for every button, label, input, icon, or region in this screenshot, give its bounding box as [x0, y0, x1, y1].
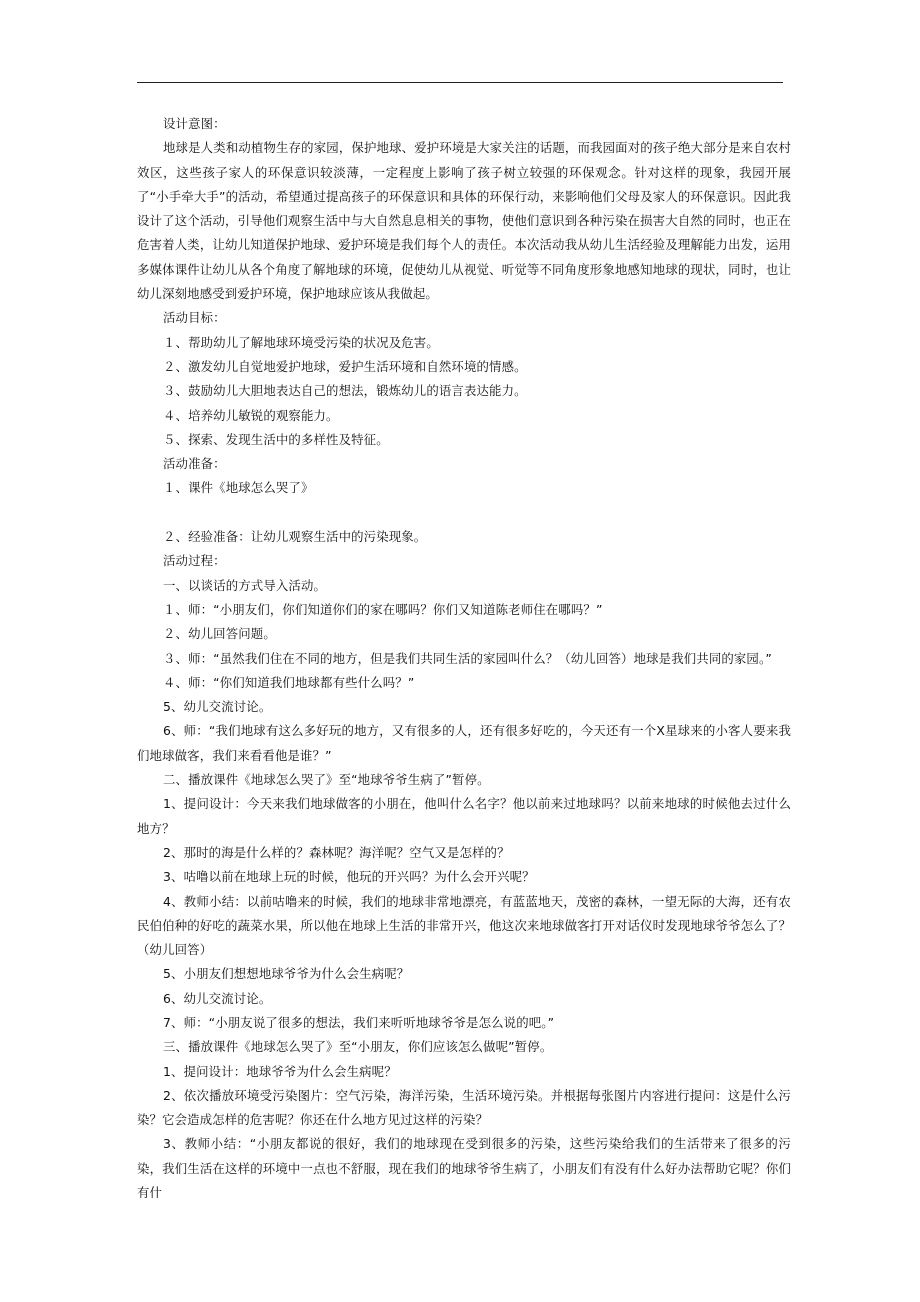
process-item: ４、师：“你们知道我们地球都有些什么吗？” — [163, 674, 415, 690]
goal-item: １、帮助幼儿了解地球环境受污染的状况及危害。 — [163, 334, 439, 350]
process-item: 6、师：“我们地球有这么多好玩的地方，又有很多的人，还有很多好吃的，今天还有一个X星球来的小客人要来我们地球做客，我们来看看他是谁？” — [137, 723, 791, 763]
paragraph-design-intent: 地球是人类和动植物生存的家园，保护地球、爱护环境是大家关注的话题，而我园面对的孩子绝大部分是来自农村效区，这些孩子家人的环保意识较淡薄，一定程度上影响了孩子树立较强的环保观念。针对这样的现象，我园开展了“小手牵大手”的活动，希望通过提高孩子的环保意识和具体的环保行动，来影响他们父母及家人的环保意识。因此我设计了这个活动，引导他们观察生活中与大自然息息相关的事物，使他们意识到各种污染在损害大自然的同时，也正在危害着人类，让幼儿知道保护地球、爱护环境是我们每个人的责任。本次活动我从幼儿生活经验及理解能力出发，运用多媒体课件让幼儿从各个角度了解地球的环境，促使幼儿从视觉、听觉等不同角度形象地感知地球的现状，同时，也让幼儿深刻地感受到爱护环境，保护地球应该从我做起。 — [137, 140, 791, 302]
process-item: 2、那时的海是什么样的？森林呢？海洋呢？空气又是怎样的？ — [163, 844, 510, 860]
section-heading: 三、播放课件《地球怎么哭了》至“小朋友，你们应该怎么做呢”暂停。 — [163, 1039, 553, 1055]
blank-line — [137, 501, 791, 525]
process-item: ２、幼儿回答问题。 — [163, 626, 276, 642]
process-item: 3、咕噜以前在地球上玩的时候，他玩的开兴吗？为什么会开兴呢？ — [163, 869, 535, 885]
process-item: １、师：“小朋友们，你们知道你们的家在哪吗？你们又知道陈老师住在哪吗？” — [163, 601, 603, 617]
process-item: 5、小朋友们想想地球爷爷为什么会生病呢？ — [163, 966, 410, 982]
goal-item: ３、鼓励幼儿大胆地表达自己的想法，锻炼幼儿的语言表达能力。 — [163, 383, 527, 399]
header-rule — [137, 82, 783, 83]
process-item: 3、教师小结：“小朋友都说的很好，我们的地球现在受到很多的污染，这些污染给我们的生活带来了很多的污染，我们生活在这样的环境中一点也不舒服，现在我们的地球爷爷生病了，小朋友们有没有什么好办法帮助它呢？你们有什 — [137, 1136, 791, 1201]
goal-item: ２、激发幼儿自觉地爱护地球，爱护生活环境和自然环境的情感。 — [163, 358, 527, 374]
process-item: ３、师：“虽然我们住在不同的地方，但是我们共同生活的家园叫什么？（幼儿回答）地球是我们共同的家园。” — [163, 650, 772, 666]
section-heading: 一、以谈话的方式导入活动。 — [163, 577, 327, 593]
goal-item: ４、培养幼儿敏锐的观察能力。 — [163, 407, 339, 423]
heading-process: 活动过程： — [163, 553, 226, 569]
heading-goals: 活动目标： — [163, 310, 226, 326]
process-item: 6、幼儿交流讨论。 — [163, 990, 272, 1006]
goal-item: ５、探索、发现生活中的多样性及特征。 — [163, 431, 389, 447]
section-heading: 二、播放课件《地球怎么哭了》至“地球爷爷生病了”暂停。 — [163, 772, 490, 788]
process-item: 1、提问设计：地球爷爷为什么会生病呢？ — [163, 1063, 397, 1079]
heading-preparation: 活动准备： — [163, 456, 226, 472]
process-item: 1、提问设计：今天来我们地球做客的小朋在，他叫什么名字？他以前来过地球吗？以前来地球的时候他去过什么地方？ — [137, 796, 791, 836]
process-item: 7、师：“小朋友说了很多的想法，我们来听听地球爷爷是怎么说的吧。” — [163, 1014, 555, 1030]
heading-design-intent: 设计意图： — [163, 116, 226, 131]
process-item: 4、教师小结：以前咕噜来的时候，我们的地球非常地漂亮，有蓝蓝地天，茂密的森林，一望无际的大海，还有农民伯伯种的好吃的蔬菜水果，所以他在地球上生活的非常开兴，他这次来地球做客打开对话仪时发现地球爷爷怎么了？（幼儿回答） — [137, 893, 791, 958]
preparation-item: ２、经验准备：让幼儿观察生活中的污染现象。 — [163, 529, 427, 545]
preparation-item: １、课件《地球怎么哭了》 — [163, 480, 314, 496]
process-item: 2、依次播放环境受污染图片：空气污染，海洋污染，生活环境污染。并根据每张图片内容进行提问：这是什么污染？它会造成怎样的危害呢？你还在什么地方见过这样的污染？ — [137, 1087, 791, 1128]
process-item: 5、幼儿交流讨论。 — [163, 699, 272, 715]
document-body — [137, 112, 791, 1205]
